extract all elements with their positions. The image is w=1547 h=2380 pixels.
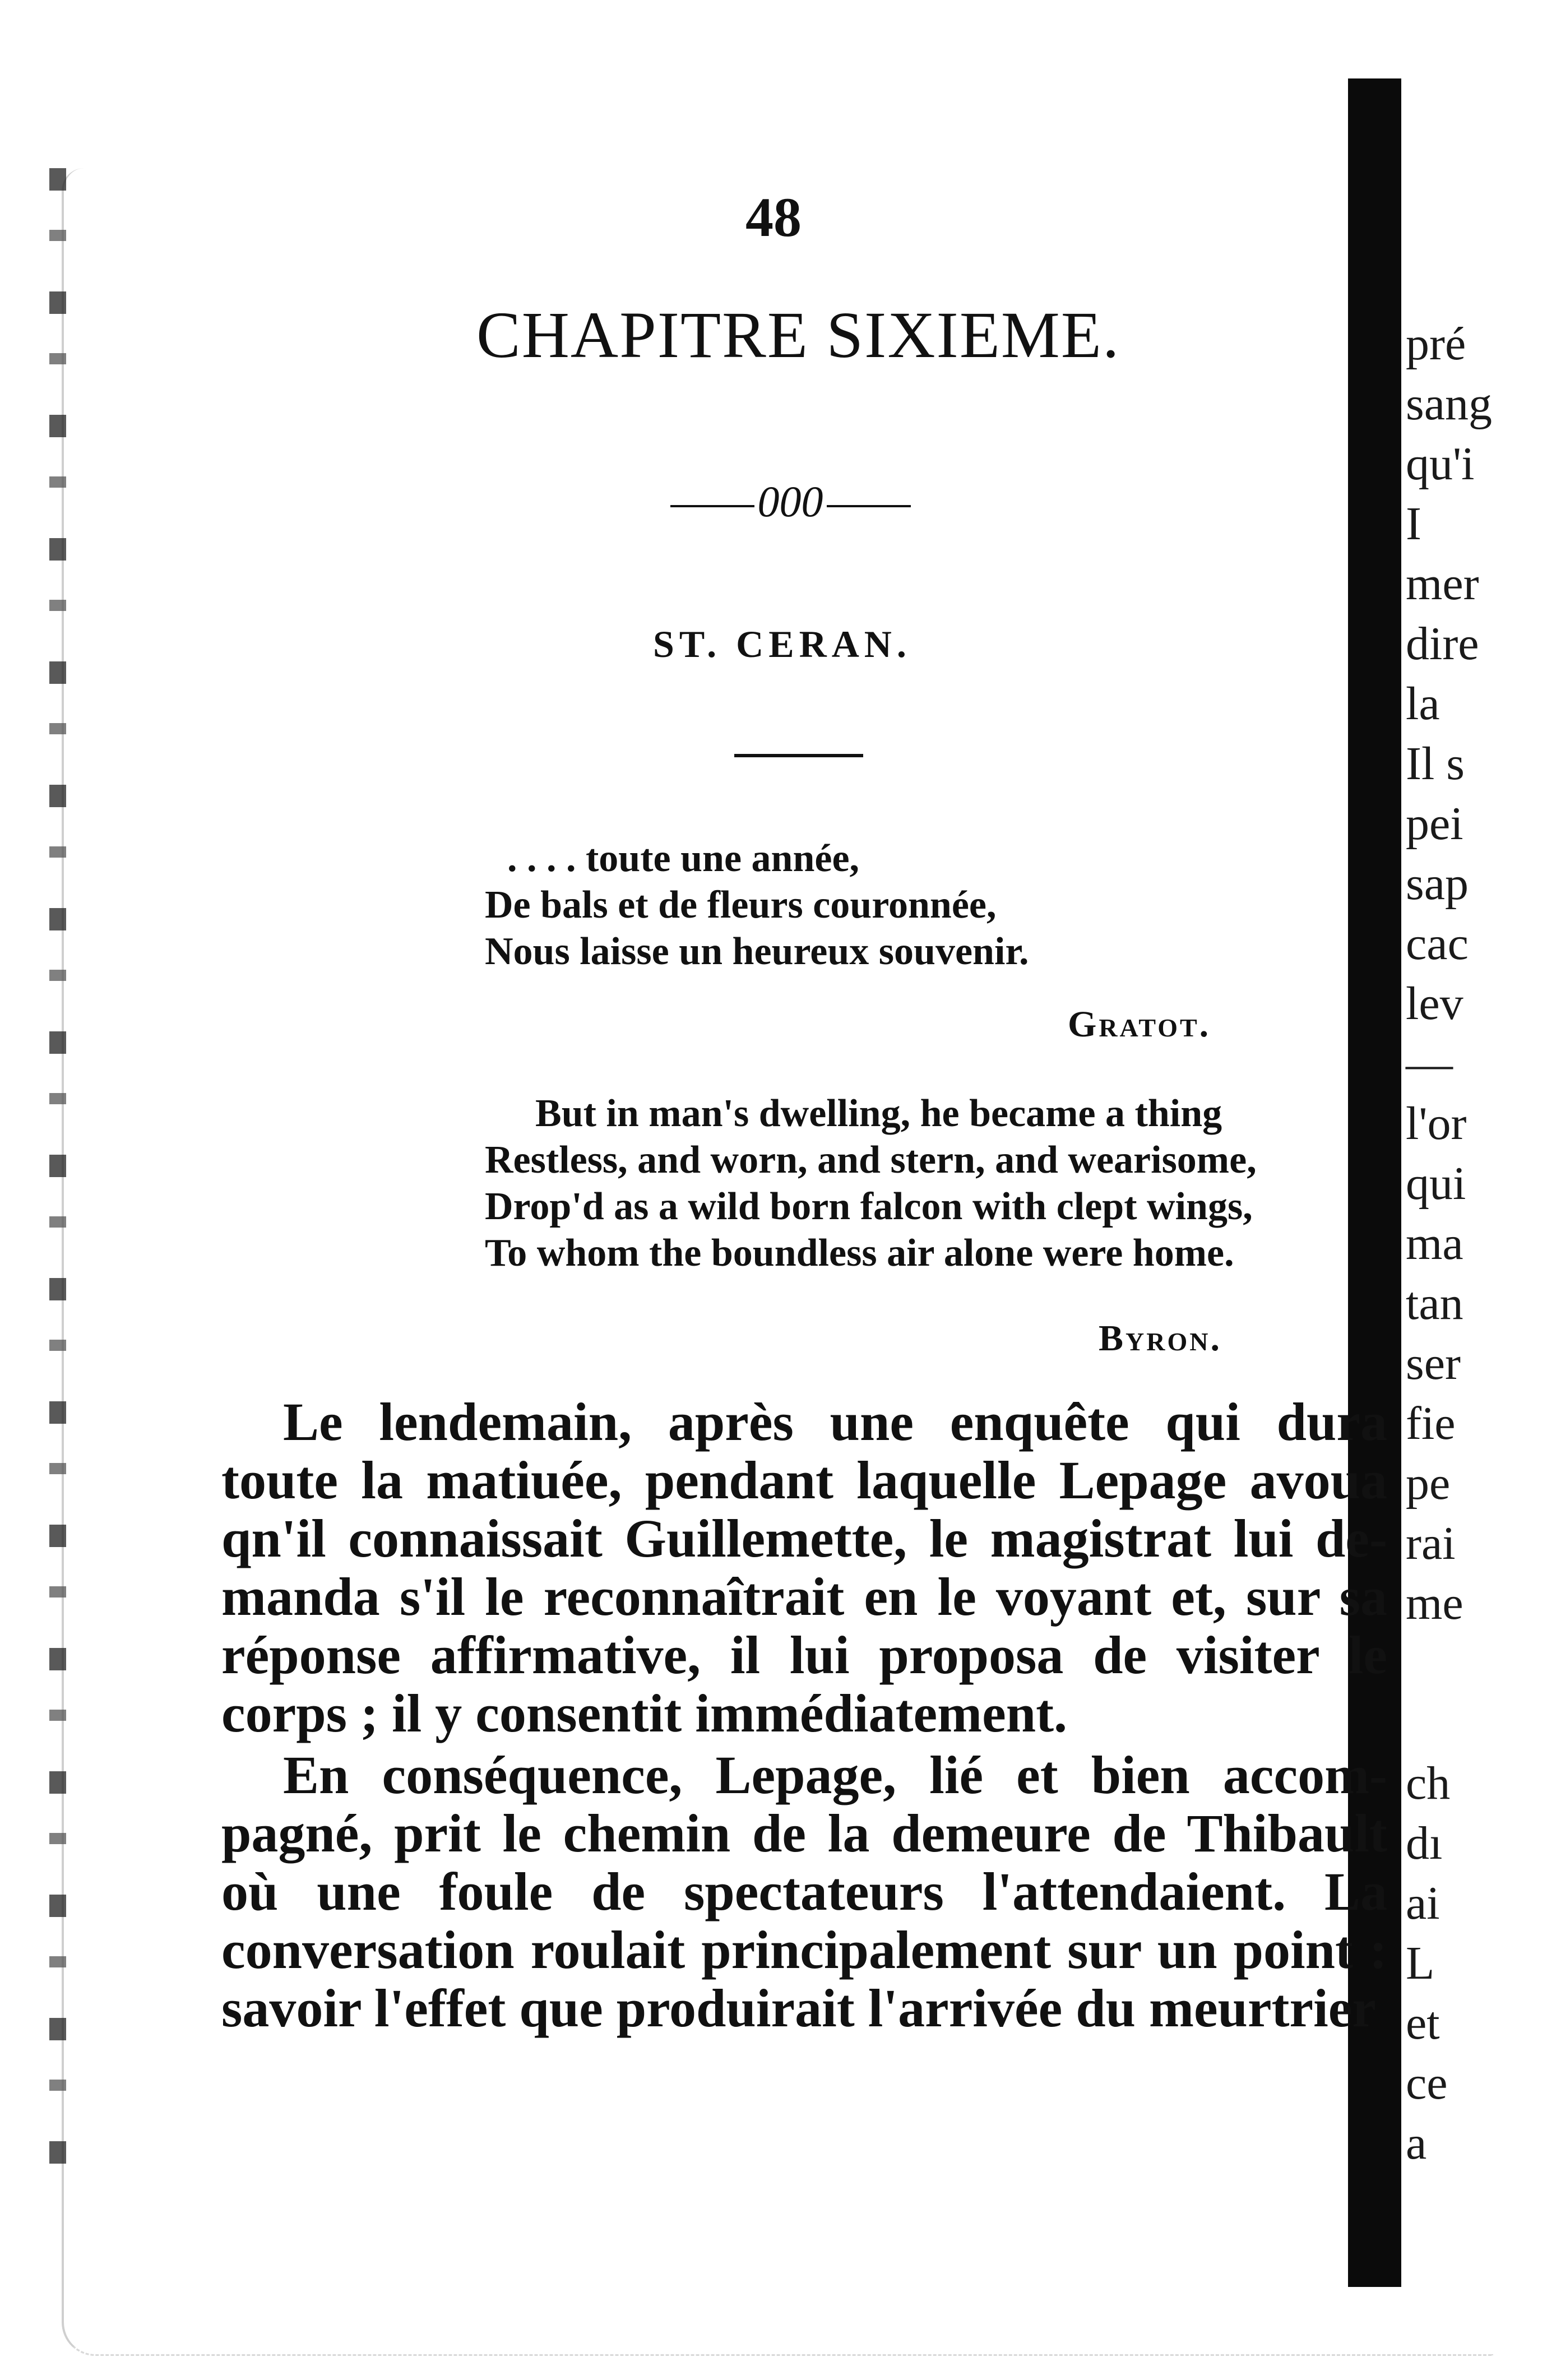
facing-page-fragment: fie	[1406, 1397, 1456, 1450]
facing-page-fragment	[1406, 1693, 1546, 1753]
facing-page-fragments	[1406, 314, 1546, 2169]
facing-page-fragment: la	[1406, 678, 1440, 730]
facing-page-fragment: ma	[1406, 1217, 1463, 1270]
paragraph-line: toute la matiuée, pendant laquelle Lepage avoua	[221, 1450, 1387, 1510]
facing-page-fragment: pré	[1406, 318, 1466, 370]
epigraph-attribution: Byron.	[1099, 1318, 1222, 1359]
paragraph-line: pagné, prit le chemin de la demeure de Thibault	[221, 1803, 1387, 1863]
facing-page-fragment: Il s	[1406, 738, 1465, 790]
paragraph-line: où une foule de spectateurs l'attendaient. La	[221, 1862, 1387, 1921]
facing-page-fragment: pe	[1406, 1457, 1451, 1510]
facing-page-fragment: sang	[1406, 378, 1492, 430]
paragraph-line: savoir l'effet que produirait l'arrivée du meurtrier	[221, 1978, 1377, 2038]
epigraph-attribution: Gratot.	[1068, 1004, 1211, 1045]
facing-page-fragment: dı	[1406, 1817, 1443, 1869]
facing-page-fragment: L	[1406, 1937, 1435, 1989]
epigraph-line: To whom the boundless air alone were home.	[485, 1231, 1234, 1275]
paragraph-line: Le lendemain, après une enquête qui dura	[283, 1392, 1387, 1452]
facing-page-fragment: ser	[1406, 1337, 1461, 1390]
epigraph-line: Restless, and worn, and stern, and wearisome,	[485, 1138, 1257, 1182]
epigraph-line: De bals et de fleurs couronnée,	[485, 883, 997, 927]
epigraph-line: . . . . toute une année,	[507, 837, 860, 880]
facing-page-fragment: ch	[1406, 1757, 1451, 1809]
facing-page-fragment: sap	[1406, 858, 1469, 910]
facing-page-fragment: mer	[1406, 558, 1479, 610]
epigraph-french	[485, 835, 1029, 975]
facing-page-fragment: dire	[1406, 618, 1479, 670]
facing-page-fragment: qu'i	[1406, 438, 1475, 490]
facing-page-fragment: a	[1406, 2117, 1427, 2169]
paragraph-line: qn'il connaissait Guillemette, le magistrat lui de-	[221, 1508, 1387, 1568]
paragraph-line: En conséquence, Lepage, lié et bien accom-	[283, 1745, 1387, 1805]
epigraph-line: Drop'd as a wild born falcon with clept wings,	[485, 1185, 1253, 1228]
paragraph-line: manda s'il le reconnaîtrait en le voyant et, sur sa	[221, 1567, 1387, 1627]
facing-page-fragment: tan	[1406, 1277, 1463, 1330]
body-paragraph	[221, 1746, 1387, 2038]
facing-page-fragment: —	[1406, 1038, 1453, 1090]
ornament-divider: 000	[633, 476, 947, 527]
facing-page-fragment: rai	[1406, 1517, 1456, 1569]
page-number: 48	[745, 186, 802, 248]
facing-page-fragment: pei	[1406, 798, 1463, 850]
epigraph-line: Nous laisse un heureux souvenir.	[485, 930, 1029, 973]
epigraph-english	[485, 1090, 1376, 1276]
facing-page-fragment	[1406, 1633, 1546, 1693]
paragraph-line: réponse affirmative, il lui proposa de visiter le	[221, 1625, 1387, 1685]
section-title: ST. CERAN.	[653, 623, 911, 665]
facing-page-fragment: ce	[1406, 2057, 1448, 2109]
binding-edge-marks	[49, 168, 66, 2186]
facing-page-fragment: me	[1406, 1577, 1463, 1629]
facing-page-fragment: lev	[1406, 978, 1463, 1030]
facing-page-fragment: ai	[1406, 1877, 1440, 1929]
epigraph-line: But in man's dwelling, he became a thing	[535, 1092, 1222, 1135]
facing-page-fragment: I	[1406, 498, 1421, 550]
paragraph-line: corps ; il y consentit immédiatement.	[221, 1683, 1068, 1743]
body-paragraph	[221, 1393, 1387, 1743]
facing-page-fragment: l'or	[1406, 1098, 1467, 1150]
chapter-title: CHAPITRE SIXIEME.	[476, 298, 1120, 372]
paragraph-line: conversation roulait principalement sur un point :	[221, 1920, 1387, 1980]
facing-page-fragment: qui	[1406, 1157, 1466, 1210]
facing-page-fragment: et	[1406, 1997, 1440, 2049]
short-rule	[734, 754, 863, 757]
facing-page-fragment: cac	[1406, 918, 1469, 970]
